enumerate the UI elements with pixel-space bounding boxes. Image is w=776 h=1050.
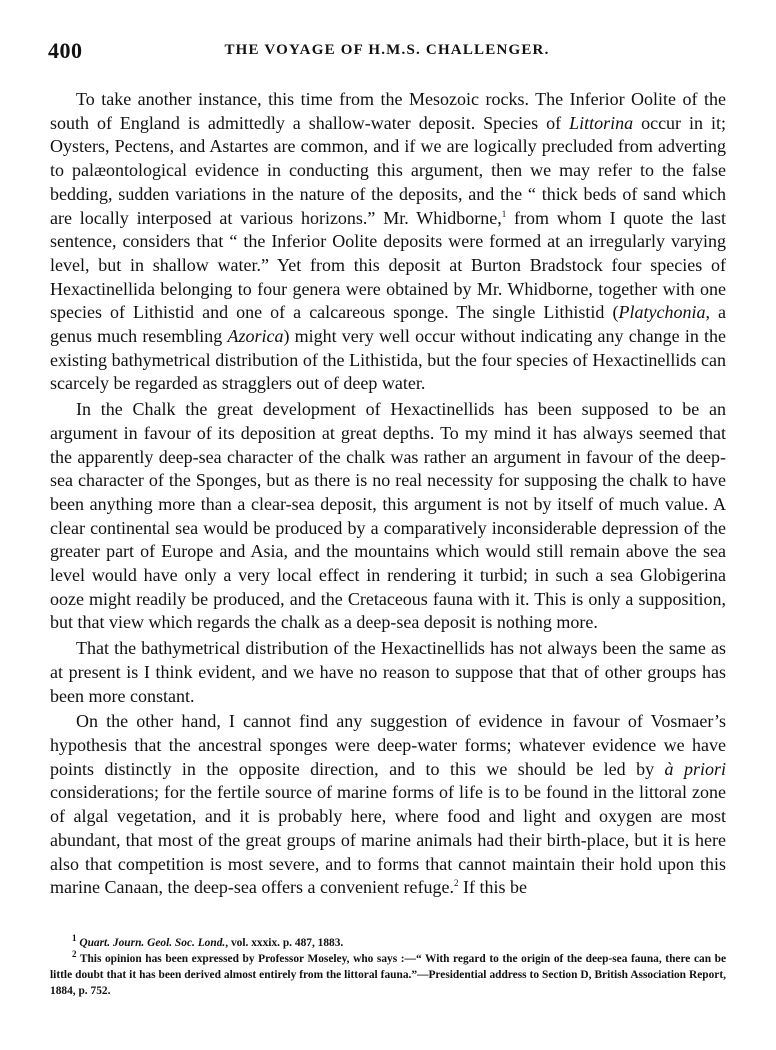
italic-text: Quart. Journ. Geol. Soc. Lond. (79, 937, 226, 949)
footnote-marker: 2 (72, 949, 77, 960)
text-run: considerations; for the fertile source of marine forms of life is to be found in the littoral zone of algal vegetation, and it is probably here, where food and light and oxygen are most abundant, that most of the great groups of marine animals had their birth-place, but it is here also that competition is most severe, and to forms that cannot maintain their hold upon this marine Canaan, the deep-sea offers a convenient refuge. (50, 782, 726, 898)
text-run: To take another instance, this time from the Mesozoic rocks. The Inferior Oolite of the south of England is admittedly a shallow-water deposit. Species of (50, 89, 726, 133)
running-title: THE VOYAGE OF H.M.S. CHALLENGER. (224, 42, 550, 58)
italic-text: Platychonia (618, 302, 706, 323)
footnote (50, 951, 726, 999)
page-number: 400 (48, 38, 83, 63)
text-run: occur in it; Oysters, Pectens, and Astartes are common, and if we are logically precluded from adverting to palæontological evidence in conducting this argument, then we may refer to the false bedding, sudden variations in the nature of the deposits, and the “ thick beds of sand which are locally interposed at various horizons.” Mr. Whidborne, (50, 112, 726, 228)
paragraph (50, 637, 726, 708)
text-run: This opinion has been expressed by Professor Moseley, who says :—“ With regard to the origin of the deep-sea fauna, there can be little doubt that it has been derived almost entirely from the littoral fauna.”—Presidential address to Section D, British Association Report, 1884, p. 752. (50, 953, 726, 997)
text-run: On the other hand, I cannot find any suggestion of evidence in favour of Vosmaer’s hypothesis that the ancestral sponges were deep-water forms; whatever evidence we have points distinctly in the opposite direction, and to this we should be led by (50, 711, 726, 779)
footnote-marker: 1 (72, 933, 77, 944)
body-text (50, 88, 726, 902)
text-run: , a genus much resembling (50, 302, 726, 347)
text-run: In the Chalk the great development of Hexactinellids has been supposed to be an argument in favour of its deposition at great depths. To my mind it has always seemed that the apparently deep-sea character of the chalk was rather an argument in favour of the deep-sea character of the Sponges, but as there is no real necessity for supposing the chalk to have been anything more than a clear-sea deposit, this argument is not by itself of much value. A clear continental sea would be produced by a comparatively inconsiderable depression of the greater part of Europe and Asia, and the mountains which would still remain above the sea level would have only a very local effect in rendering it turbid; in such a sea Globigerina ooze might readily be produced, and the Cretaceous fauna with it. This is only a supposition, but that view which regards the chalk as a deep-sea deposit is nothing more. (50, 399, 726, 633)
footnote-marker: 2 (453, 878, 459, 889)
paragraph (50, 88, 726, 396)
footnote-marker: 1 (501, 208, 507, 219)
page-header (48, 34, 726, 68)
text-run: ) might very well occur without indicating any change in the existing bathymetrical distribution of the Lithistida, but the four species of Hexactinellids can scarcely be regarded as stragglers out of deep water. (50, 326, 726, 394)
text-run: If this be (458, 877, 527, 898)
paragraph (50, 398, 726, 635)
text-run: , vol. xxxix. p. 487, 1883. (225, 937, 344, 949)
paragraph (50, 710, 726, 900)
text-run: That the bathymetrical distribution of the Hexactinellids has not always been the same as at present is I think evident, and we have no reason to suppose that that of other groups has been more constant. (50, 638, 726, 706)
footnote (50, 935, 726, 951)
italic-text: Littorina (569, 112, 634, 133)
text-run: from whom I quote the last sentence, considers that “ the Inferior Oolite deposits were formed at an irregularly varying level, but in shallow water.” Yet from this deposit at Burton Bradstock four species of Hexactinellida belonging to four genera were obtained by Mr. Whidborne, together with one species of Lithistid and one of a calcareous sponge. The single Lithistid ( (50, 207, 727, 323)
italic-text: Azorica (227, 326, 284, 347)
footnotes (50, 935, 726, 999)
italic-text: à priori (664, 758, 726, 779)
